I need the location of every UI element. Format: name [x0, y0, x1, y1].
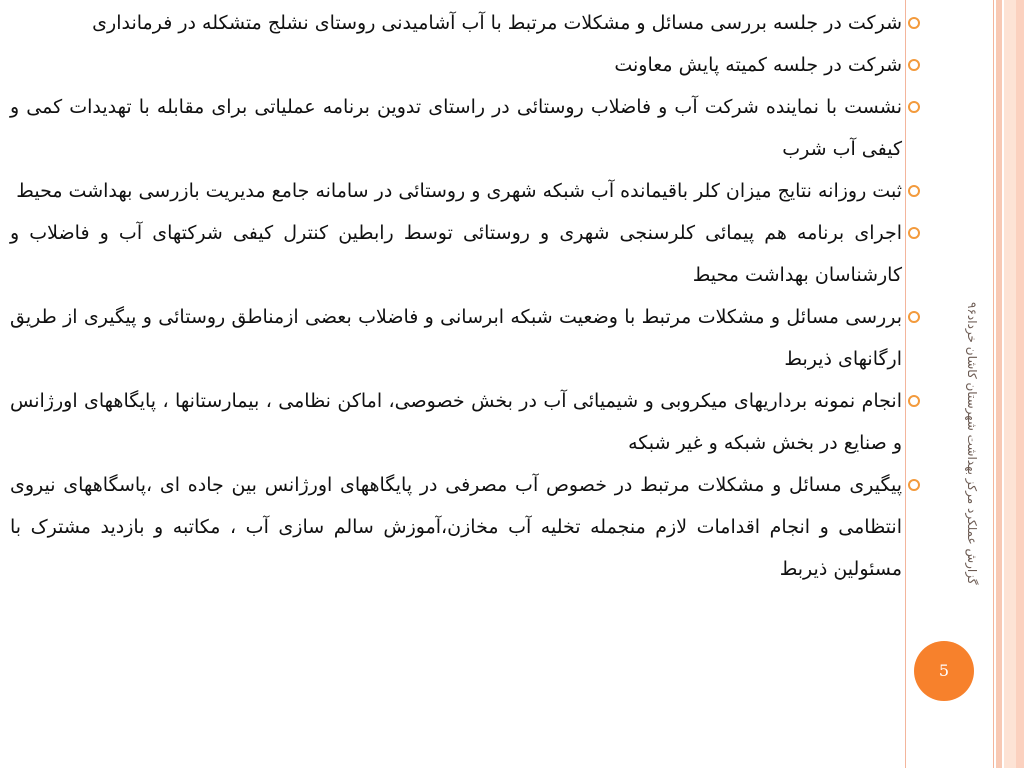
bullet-item	[10, 44, 924, 86]
bullet-item	[10, 170, 924, 212]
bullet-text: شرکت در جلسه کمیته پایش معاونت	[614, 54, 902, 76]
bullet-list	[10, 2, 924, 590]
bullet-text: نشست با نماینده شرکت آب و فاضلاب روستائی در راستای تدوین برنامه عملیاتی برای مقابله با تهدیدات کمی و کیفی آب شرب	[10, 96, 902, 160]
bullet-circle-icon	[908, 395, 920, 407]
bullet-text: اجرای برنامه هم پیمائی کلرسنجی شهری و روستائی توسط رابطین کنترل کیفی شرکتهای آب و فاضلاب و کارشناسان بهداشت محیط	[10, 222, 902, 286]
bullet-circle-icon	[908, 227, 920, 239]
page-number: 5	[914, 641, 974, 701]
decorative-stripe	[1016, 0, 1024, 768]
bullet-text: پیگیری مسائل و مشکلات مرتبط در خصوص آب مصرفی در پایگاههای اورژانس بین جاده ای ،پاسگاههای نیروی انتظامی و انجام اقدامات لازم منجمله تخلیه آب مخازن،آموزش سالم سازی آب ، مکاتبه و بازدید مشترک با مسئولین ذیربط	[10, 474, 902, 580]
bullet-circle-icon	[908, 185, 920, 197]
bullet-text: بررسی مسائل و مشکلات مرتبط با وضعیت شبکه ابرسانی و فاضلاب بعضی ازمناطق روستائی و پیگیری از طریق ارگانهای ذیربط	[10, 306, 902, 370]
bullet-circle-icon	[908, 101, 920, 113]
bullet-item	[10, 380, 924, 464]
bullet-circle-icon	[908, 311, 920, 323]
bullet-text: شرکت در جلسه بررسی مسائل و مشکلات مرتبط با آب آشامیدنی روستای نشلج متشکله در فرمانداری	[92, 12, 902, 34]
bullet-circle-icon	[908, 17, 920, 29]
bullet-item	[10, 464, 924, 590]
decorative-stripe	[1004, 0, 1016, 768]
divider-line	[993, 0, 994, 768]
bullet-text: ثبت روزانه نتایج میزان کلر باقیمانده آب شبکه شهری و روستائی در سامانه جامع مدیریت بازرسی بهداشت محیط	[16, 180, 902, 202]
sidebar-title: گزارش عملکرد مرکز بهداشت شهرستان کاشان خرداد۹۶	[965, 302, 979, 585]
bullet-item	[10, 86, 924, 170]
bullet-circle-icon	[908, 59, 920, 71]
decorative-stripe	[996, 0, 1002, 768]
bullet-item	[10, 212, 924, 296]
bullet-text: انجام نمونه برداریهای میکروبی و شیمیائی آب در بخش خصوصی، اماکن نظامی ، بیمارستانها ، پایگاههای اورژانس و صنایع در بخش شبکه و غیر شبکه	[10, 390, 902, 454]
bullet-item	[10, 2, 924, 44]
bullet-circle-icon	[908, 479, 920, 491]
bullet-item	[10, 296, 924, 380]
